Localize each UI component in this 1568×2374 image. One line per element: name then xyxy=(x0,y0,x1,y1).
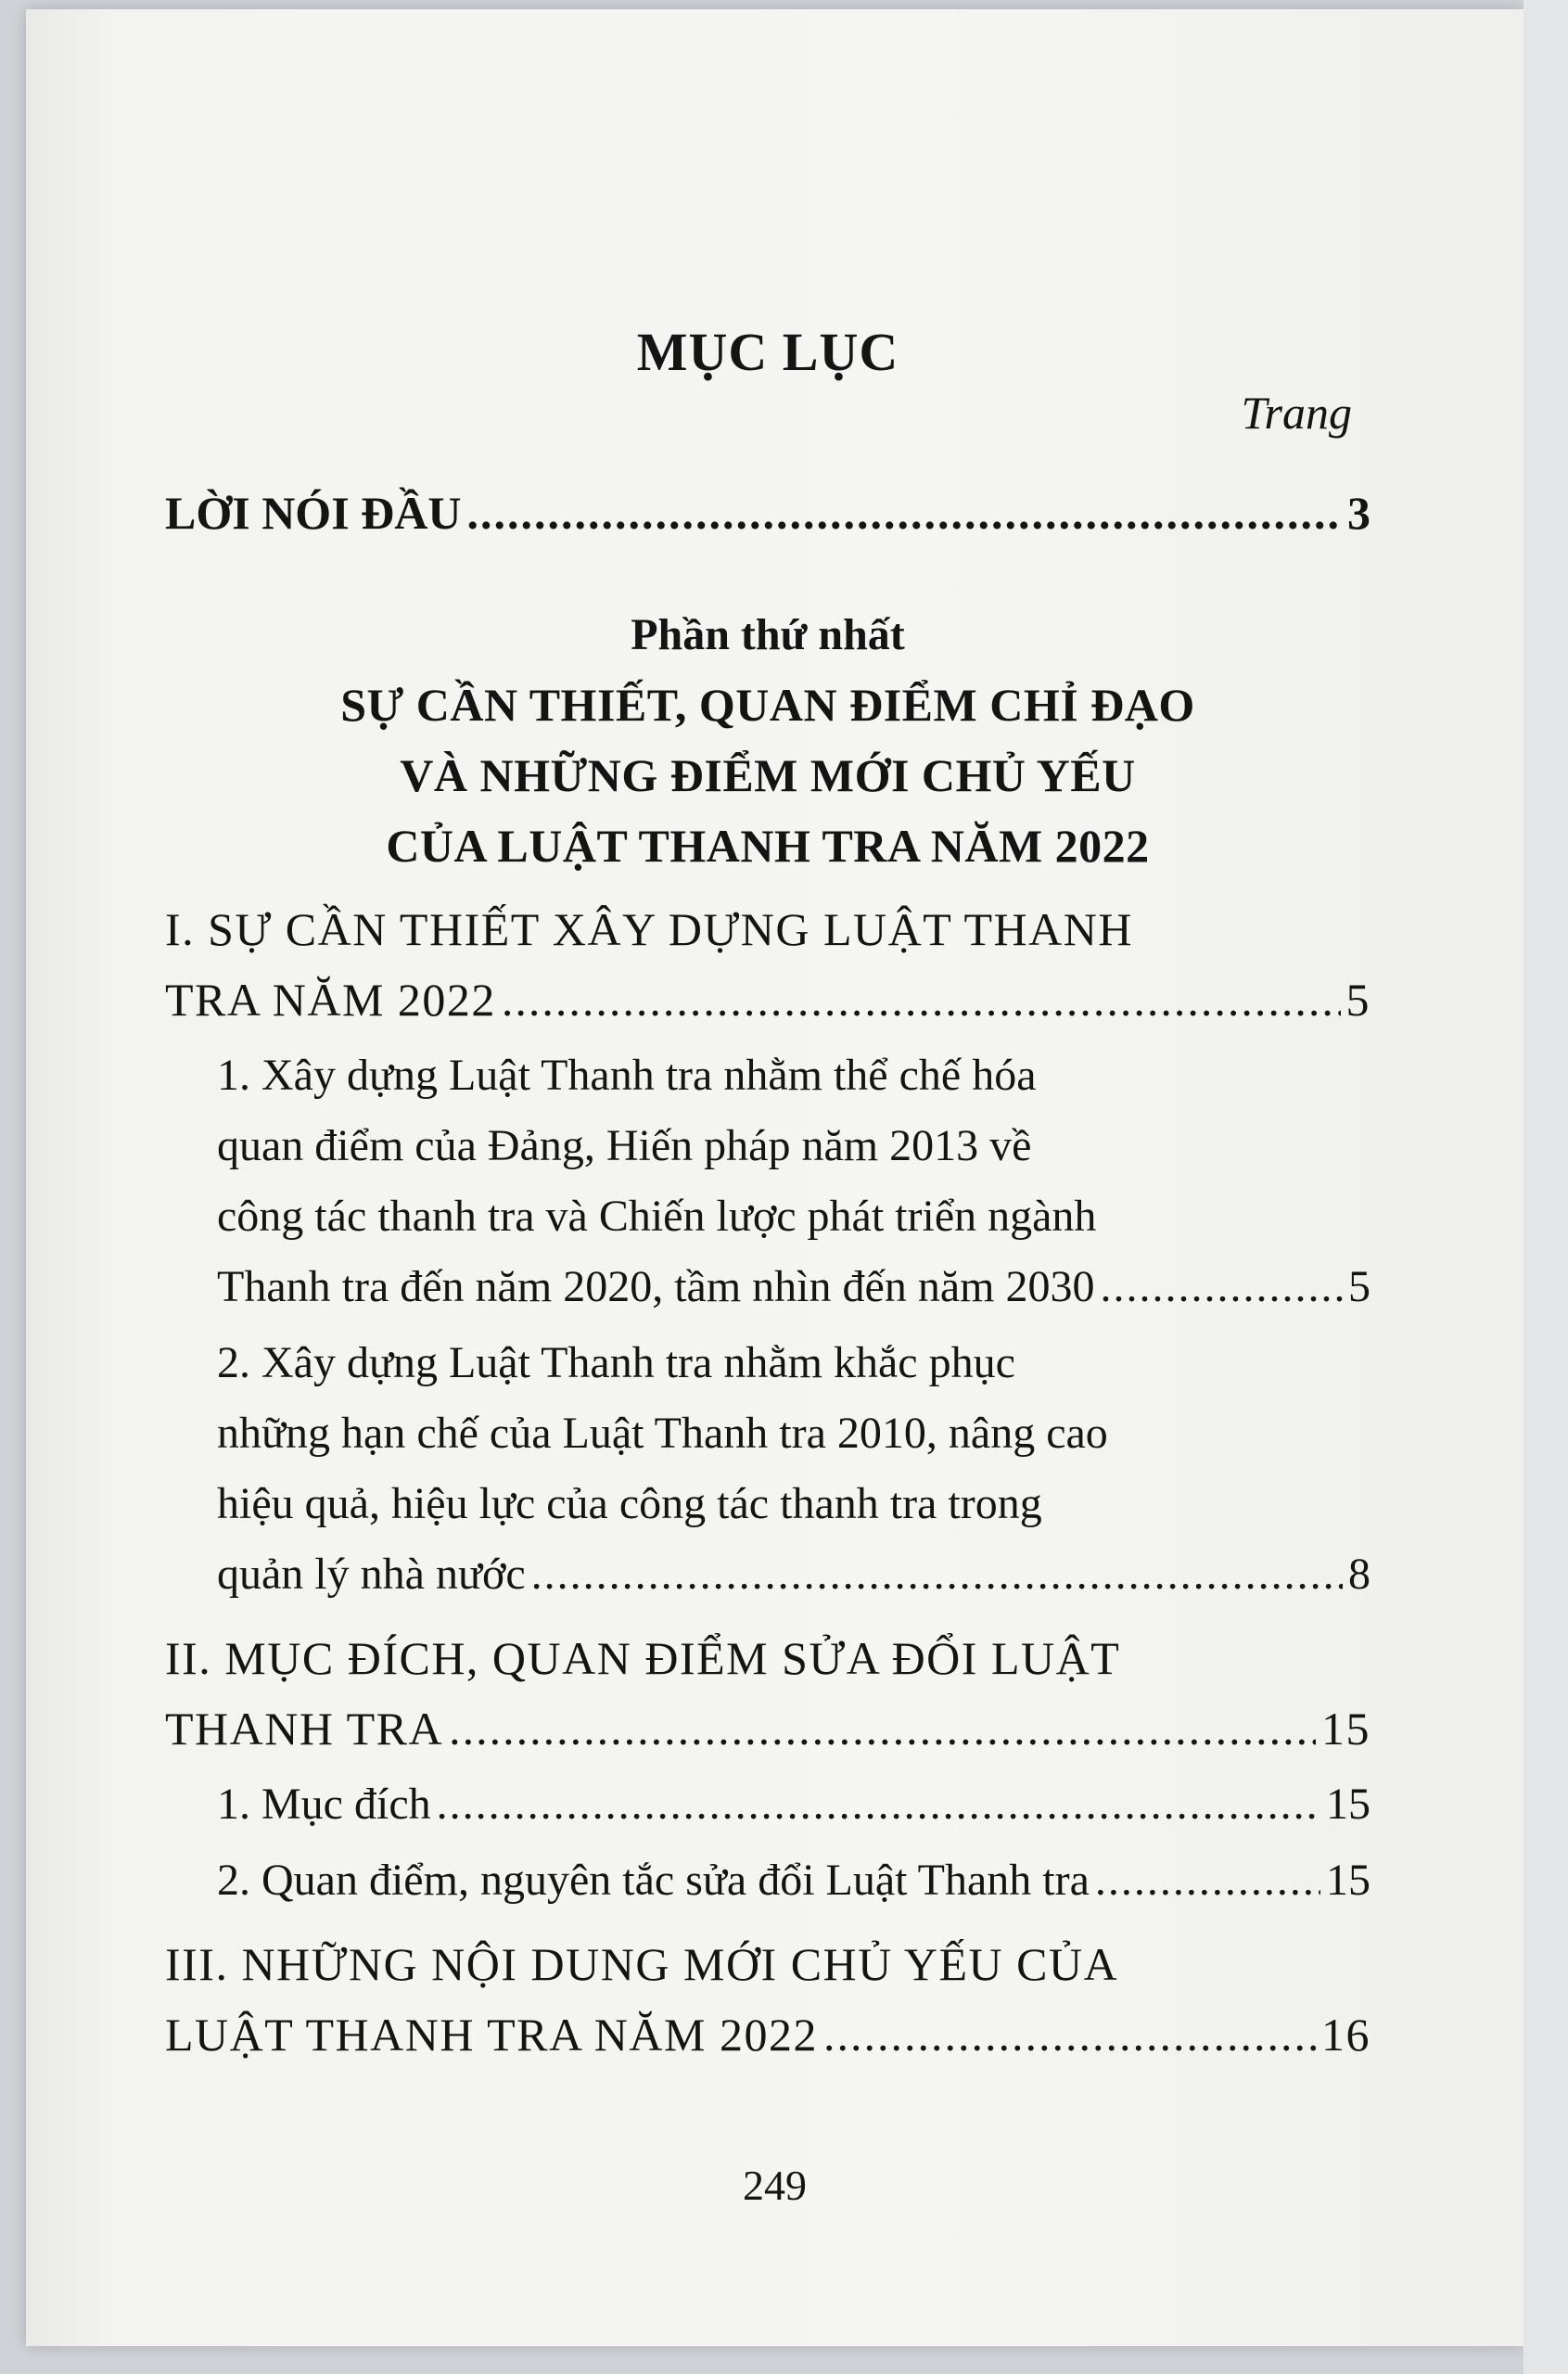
toc-entry-line: II. MỤC ĐÍCH, QUAN ĐIỂM SỬA ĐỔI LUẬT xyxy=(165,1632,1121,1684)
part-subtitle-line: SỰ CẦN THIẾT, QUAN ĐIỂM CHỈ ĐẠO xyxy=(340,679,1195,731)
leader-dots xyxy=(449,1693,1316,1764)
toc-entry-intro xyxy=(165,480,1370,545)
leader-dots xyxy=(823,1999,1316,2070)
part-subtitle-line: VÀ NHỮNG ĐIỂM MỚI CHỦ YẾU xyxy=(400,749,1136,801)
toc-entry-line: THANH TRA xyxy=(165,1703,444,1755)
leader-dots xyxy=(531,1539,1343,1610)
toc-entry-page: 3 xyxy=(1347,487,1370,539)
toc-subentry xyxy=(165,1328,1370,1610)
toc-entry-line: 2. Quan điểm, nguyên tắc sửa đổi Luật Thanh tra xyxy=(217,1856,1090,1905)
toc-entry-page: 5 xyxy=(1345,974,1370,1026)
part-subtitle-line: CỦA LUẬT THANH TRA NĂM 2022 xyxy=(386,820,1150,872)
toc-entry-line: III. NHỮNG NỘI DUNG MỚI CHỦ YẾU CỦA xyxy=(165,1938,1119,1990)
toc-entry-line: 1. Mục đích xyxy=(217,1780,431,1829)
toc-entry-last-line xyxy=(217,1769,1370,1840)
toc-entry-line: TRA NĂM 2022 xyxy=(165,974,496,1026)
toc-entry-last-line xyxy=(165,964,1370,1035)
toc-entry-line: quan điểm của Đảng, Hiến pháp năm 2013 về xyxy=(217,1121,1032,1170)
toc-entry-last-line xyxy=(217,1539,1370,1610)
leader-dots xyxy=(1100,1252,1343,1322)
page-column-label: Trang xyxy=(1241,387,1352,439)
toc-entry-line: những hạn chế của Luật Thanh tra 2010, nâng cao xyxy=(217,1409,1108,1458)
toc-entry-line: hiệu quả, hiệu lực của công tác thanh tra trong xyxy=(217,1479,1042,1528)
toc-entry-page: 15 xyxy=(1326,1780,1370,1829)
toc-entry-line: Thanh tra đến năm 2020, tầm nhìn đến năm 2030 xyxy=(217,1262,1095,1311)
page-number: 249 xyxy=(743,2162,807,2209)
toc-section xyxy=(165,1623,1370,1764)
toc-subentry xyxy=(165,1769,1370,1840)
part-title: Phần thứ nhất xyxy=(631,610,905,659)
toc-entry-page: 15 xyxy=(1326,1856,1370,1905)
toc-entry-line: công tác thanh tra và Chiến lược phát triển ngành xyxy=(217,1192,1097,1241)
toc-subentry xyxy=(165,1040,1370,1322)
toc-entry-line: I. SỰ CẦN THIẾT XÂY DỰNG LUẬT THANH xyxy=(165,903,1133,955)
toc-entry-text: LỜI NÓI ĐẦU xyxy=(165,487,462,539)
toc-entry-page: 15 xyxy=(1321,1703,1370,1755)
toc-entry-page: 5 xyxy=(1348,1262,1370,1311)
leader-dots xyxy=(466,480,1342,545)
toc-section xyxy=(165,1929,1370,2070)
toc-entry-last-line xyxy=(165,1999,1370,2070)
toc-entry-line: quản lý nhà nước xyxy=(217,1550,526,1599)
leader-dots xyxy=(437,1769,1320,1840)
toc-entry-line: 2. Xây dựng Luật Thanh tra nhằm khắc phục xyxy=(217,1338,1015,1387)
leader-dots xyxy=(502,964,1341,1035)
toc-section xyxy=(165,894,1370,1035)
table-of-contents xyxy=(165,315,1370,2070)
next-page-edge xyxy=(1523,0,1568,2374)
book-page xyxy=(26,9,1523,2346)
toc-entry-last-line xyxy=(165,1693,1370,1764)
toc-subentry xyxy=(165,1845,1370,1916)
toc-entry-line: LUẬT THANH TRA NĂM 2022 xyxy=(165,2009,818,2061)
toc-entry-page: 8 xyxy=(1348,1550,1370,1599)
leader-dots xyxy=(1095,1845,1320,1916)
toc-entry-line: 1. Xây dựng Luật Thanh tra nhằm thể chế hóa xyxy=(217,1051,1037,1100)
toc-title: MỤC LỤC xyxy=(636,322,899,382)
toc-entry-page: 16 xyxy=(1321,2009,1370,2061)
toc-entry-last-line xyxy=(217,1252,1370,1322)
toc-entry-last-line xyxy=(217,1845,1370,1916)
